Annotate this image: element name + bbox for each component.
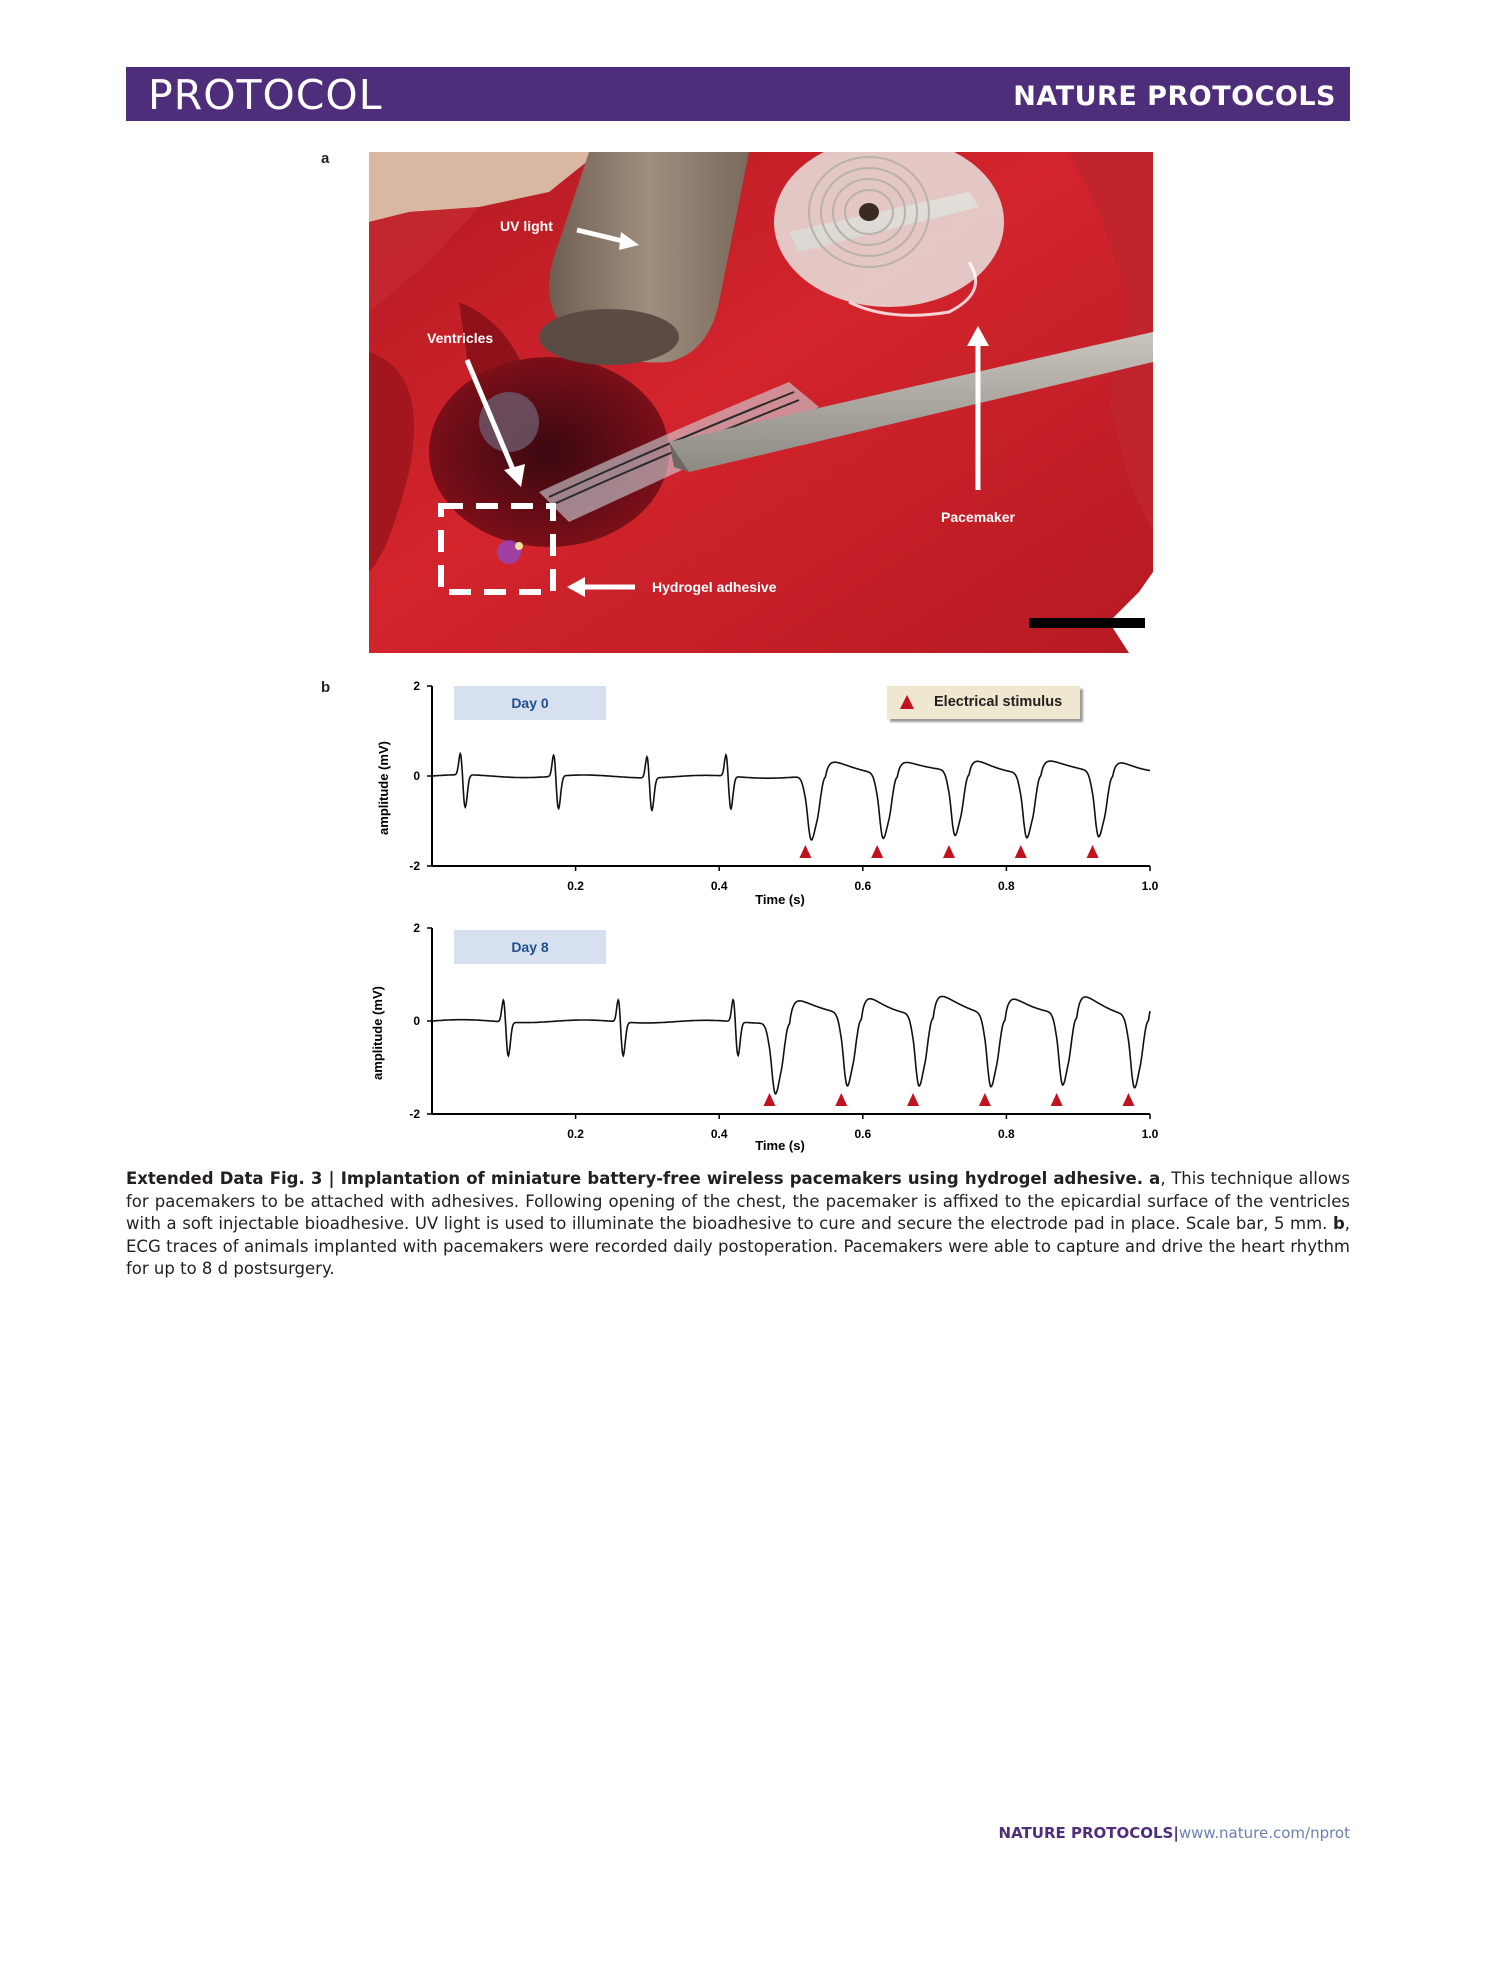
x-tick-label: 1.0 [1141, 1127, 1159, 1141]
uv-light-label: UV light [500, 218, 553, 234]
legend-label: Electrical stimulus [934, 694, 1063, 710]
stimulus-marker [979, 1093, 991, 1106]
caption-fig-label: Extended Data Fig. 3 | [126, 1169, 341, 1188]
day-label: Day 8 [511, 939, 549, 955]
x-tick-label: 0.8 [998, 1127, 1015, 1141]
header-bar [126, 67, 1350, 121]
x-tick-label: 0.8 [998, 879, 1015, 893]
stimulus-marker [763, 1093, 775, 1106]
x-tick-label: 0.4 [710, 1127, 728, 1141]
caption-a-ref: a [1149, 1169, 1161, 1188]
page-footer [999, 1824, 1350, 1842]
stimulus-marker [907, 1093, 919, 1106]
x-tick-label: 0.2 [567, 1127, 584, 1141]
x-tick-label: 0.2 [567, 879, 584, 893]
y-axis-title: amplitude (mV) [376, 741, 391, 835]
caption-fig-title: Implantation of miniature battery-free wireless pacemakers using hydrogel adhesive. [340, 1169, 1150, 1188]
stimulus-marker [1051, 1093, 1063, 1106]
x-tick-label: 0.6 [854, 879, 872, 893]
journal-name: NATURE PROTOCOLS [1013, 81, 1336, 112]
x-axis-title: Time (s) [755, 892, 805, 907]
stimulus-marker-icon [900, 695, 914, 709]
stimulus-marker [835, 1093, 847, 1106]
panel-b-label: b [321, 679, 331, 696]
x-tick-label: 1.0 [1141, 879, 1159, 893]
figure-caption [126, 1168, 1350, 1281]
footer-url[interactable]: www.nature.com/nprot [1178, 1824, 1350, 1842]
hydrogel-label: Hydrogel adhesive [652, 579, 777, 595]
caption-text-a: , This technique allows for pacemakers to be attached with adhesives. Following opening of the chest, the pacemaker is affixed to the epicardial surface of the ventricles with a soft injectable bioadhesive. UV light is used to illuminate the bioadhesive to cure and secure the electrode pad in place. Scale bar, 5 mm. [126, 1169, 1351, 1233]
caption-text-b: , ECG traces of animals implanted with pacemakers were recorded daily postoperation. Pacemakers were able to capture and drive the heart rhythm for up to 8 d postsurgery. [126, 1214, 1350, 1278]
stimulus-marker [1015, 845, 1027, 858]
footer-journal: NATURE PROTOCOLS [998, 1824, 1174, 1842]
ecg-chart-day8 [360, 914, 1160, 1154]
footer-separator: | [1173, 1824, 1179, 1842]
x-tick-label: 0.6 [854, 1127, 872, 1141]
y-tick-label: 0 [413, 769, 420, 783]
ventricles-label: Ventricles [427, 330, 494, 346]
y-axis-title: amplitude (mV) [370, 986, 385, 1080]
y-tick-label: -2 [409, 859, 420, 873]
y-tick-label: 0 [413, 1014, 420, 1028]
day-label: Day 0 [511, 695, 549, 711]
stimulus-marker [943, 845, 955, 858]
x-tick-label: 0.4 [710, 879, 728, 893]
stimulus-marker [1122, 1093, 1134, 1106]
y-tick-label: 2 [413, 679, 420, 693]
ecg-trace [432, 754, 1150, 840]
pacemaker-label: Pacemaker [941, 509, 1015, 525]
legend-box [887, 686, 1080, 719]
ecg-trace [432, 996, 1150, 1094]
panel-a-label: a [321, 150, 330, 167]
stimulus-marker [871, 845, 883, 858]
surgery-photo [369, 152, 1153, 653]
y-tick-label: 2 [413, 921, 420, 935]
x-axis-title: Time (s) [755, 1138, 805, 1153]
section-label: PROTOCOL [148, 71, 383, 119]
caption-b-ref: b [1332, 1214, 1345, 1233]
stimulus-marker [1087, 845, 1099, 858]
y-tick-label: -2 [409, 1107, 420, 1121]
stimulus-marker [799, 845, 811, 858]
